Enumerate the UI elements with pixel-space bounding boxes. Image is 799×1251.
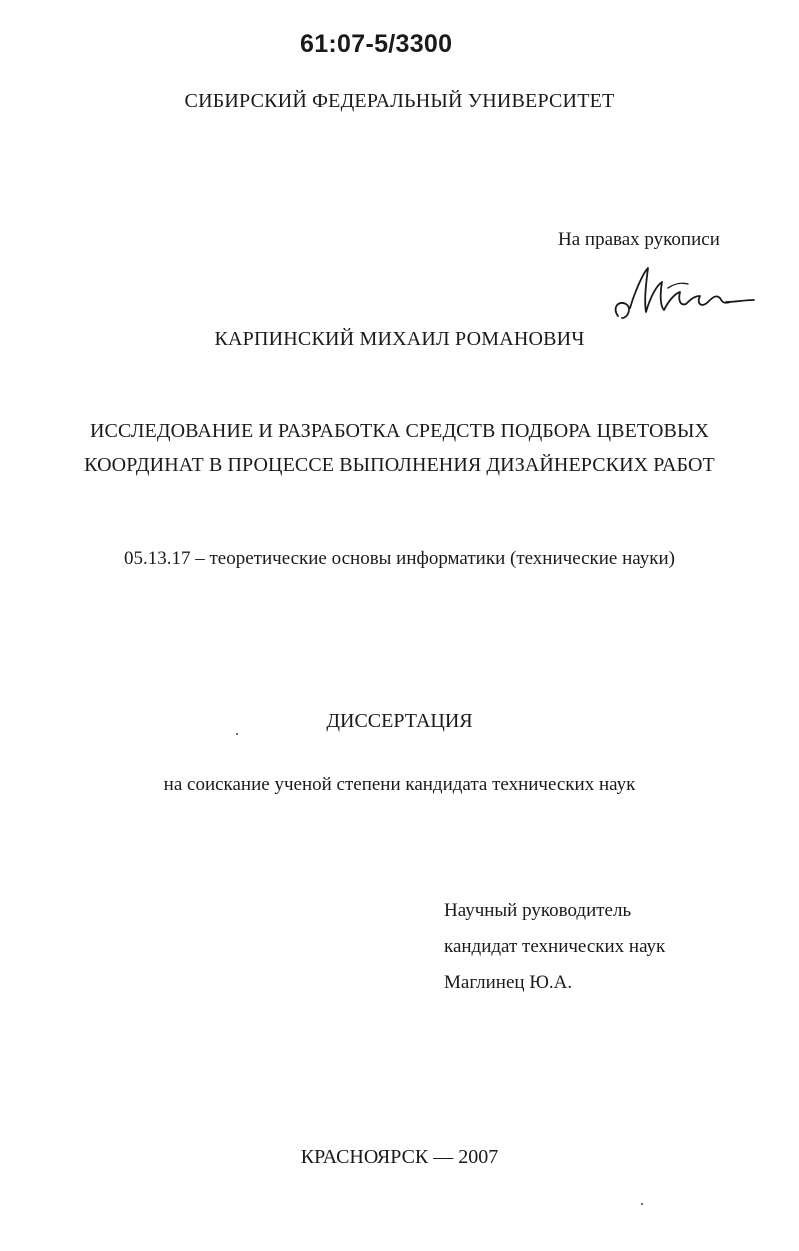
university-name: СИБИРСКИЙ ФЕДЕРАЛЬНЫЙ УНИВЕРСИТЕТ [184,90,615,112]
advisor-degree: кандидат технических наук [444,936,666,957]
city-year: КРАСНОЯРСК — 2007 [300,1146,499,1168]
thesis-title-line-1: ИССЛЕДОВАНИЕ И РАЗРАБОТКА СРЕДСТВ ПОДБОРА ЦВЕТОВЫХ [89,420,710,442]
advisor-name: Маглинец Ю.А. [444,972,573,993]
archive-code: 61:07-5/3300 [300,30,453,58]
author-name: КАРПИНСКИЙ МИХАИЛ РОМАНОВИЧ [214,328,585,350]
degree-statement: на соискание ученой степени кандидата технических наук [163,774,636,795]
rights-note: На правах рукописи [558,229,720,250]
scan-speck [236,733,238,735]
scan-speck [641,1203,643,1205]
handwritten-signature [608,258,758,328]
document-type: ДИССЕРТАЦИЯ [326,710,473,732]
advisor-role: Научный руководитель [444,900,632,921]
thesis-title-line-2: КООРДИНАТ В ПРОЦЕССЕ ВЫПОЛНЕНИЯ ДИЗАЙНЕРСКИХ РАБОТ [84,454,715,476]
specialty-code: 05.13.17 – теоретические основы информатики (технические науки) [124,548,675,569]
